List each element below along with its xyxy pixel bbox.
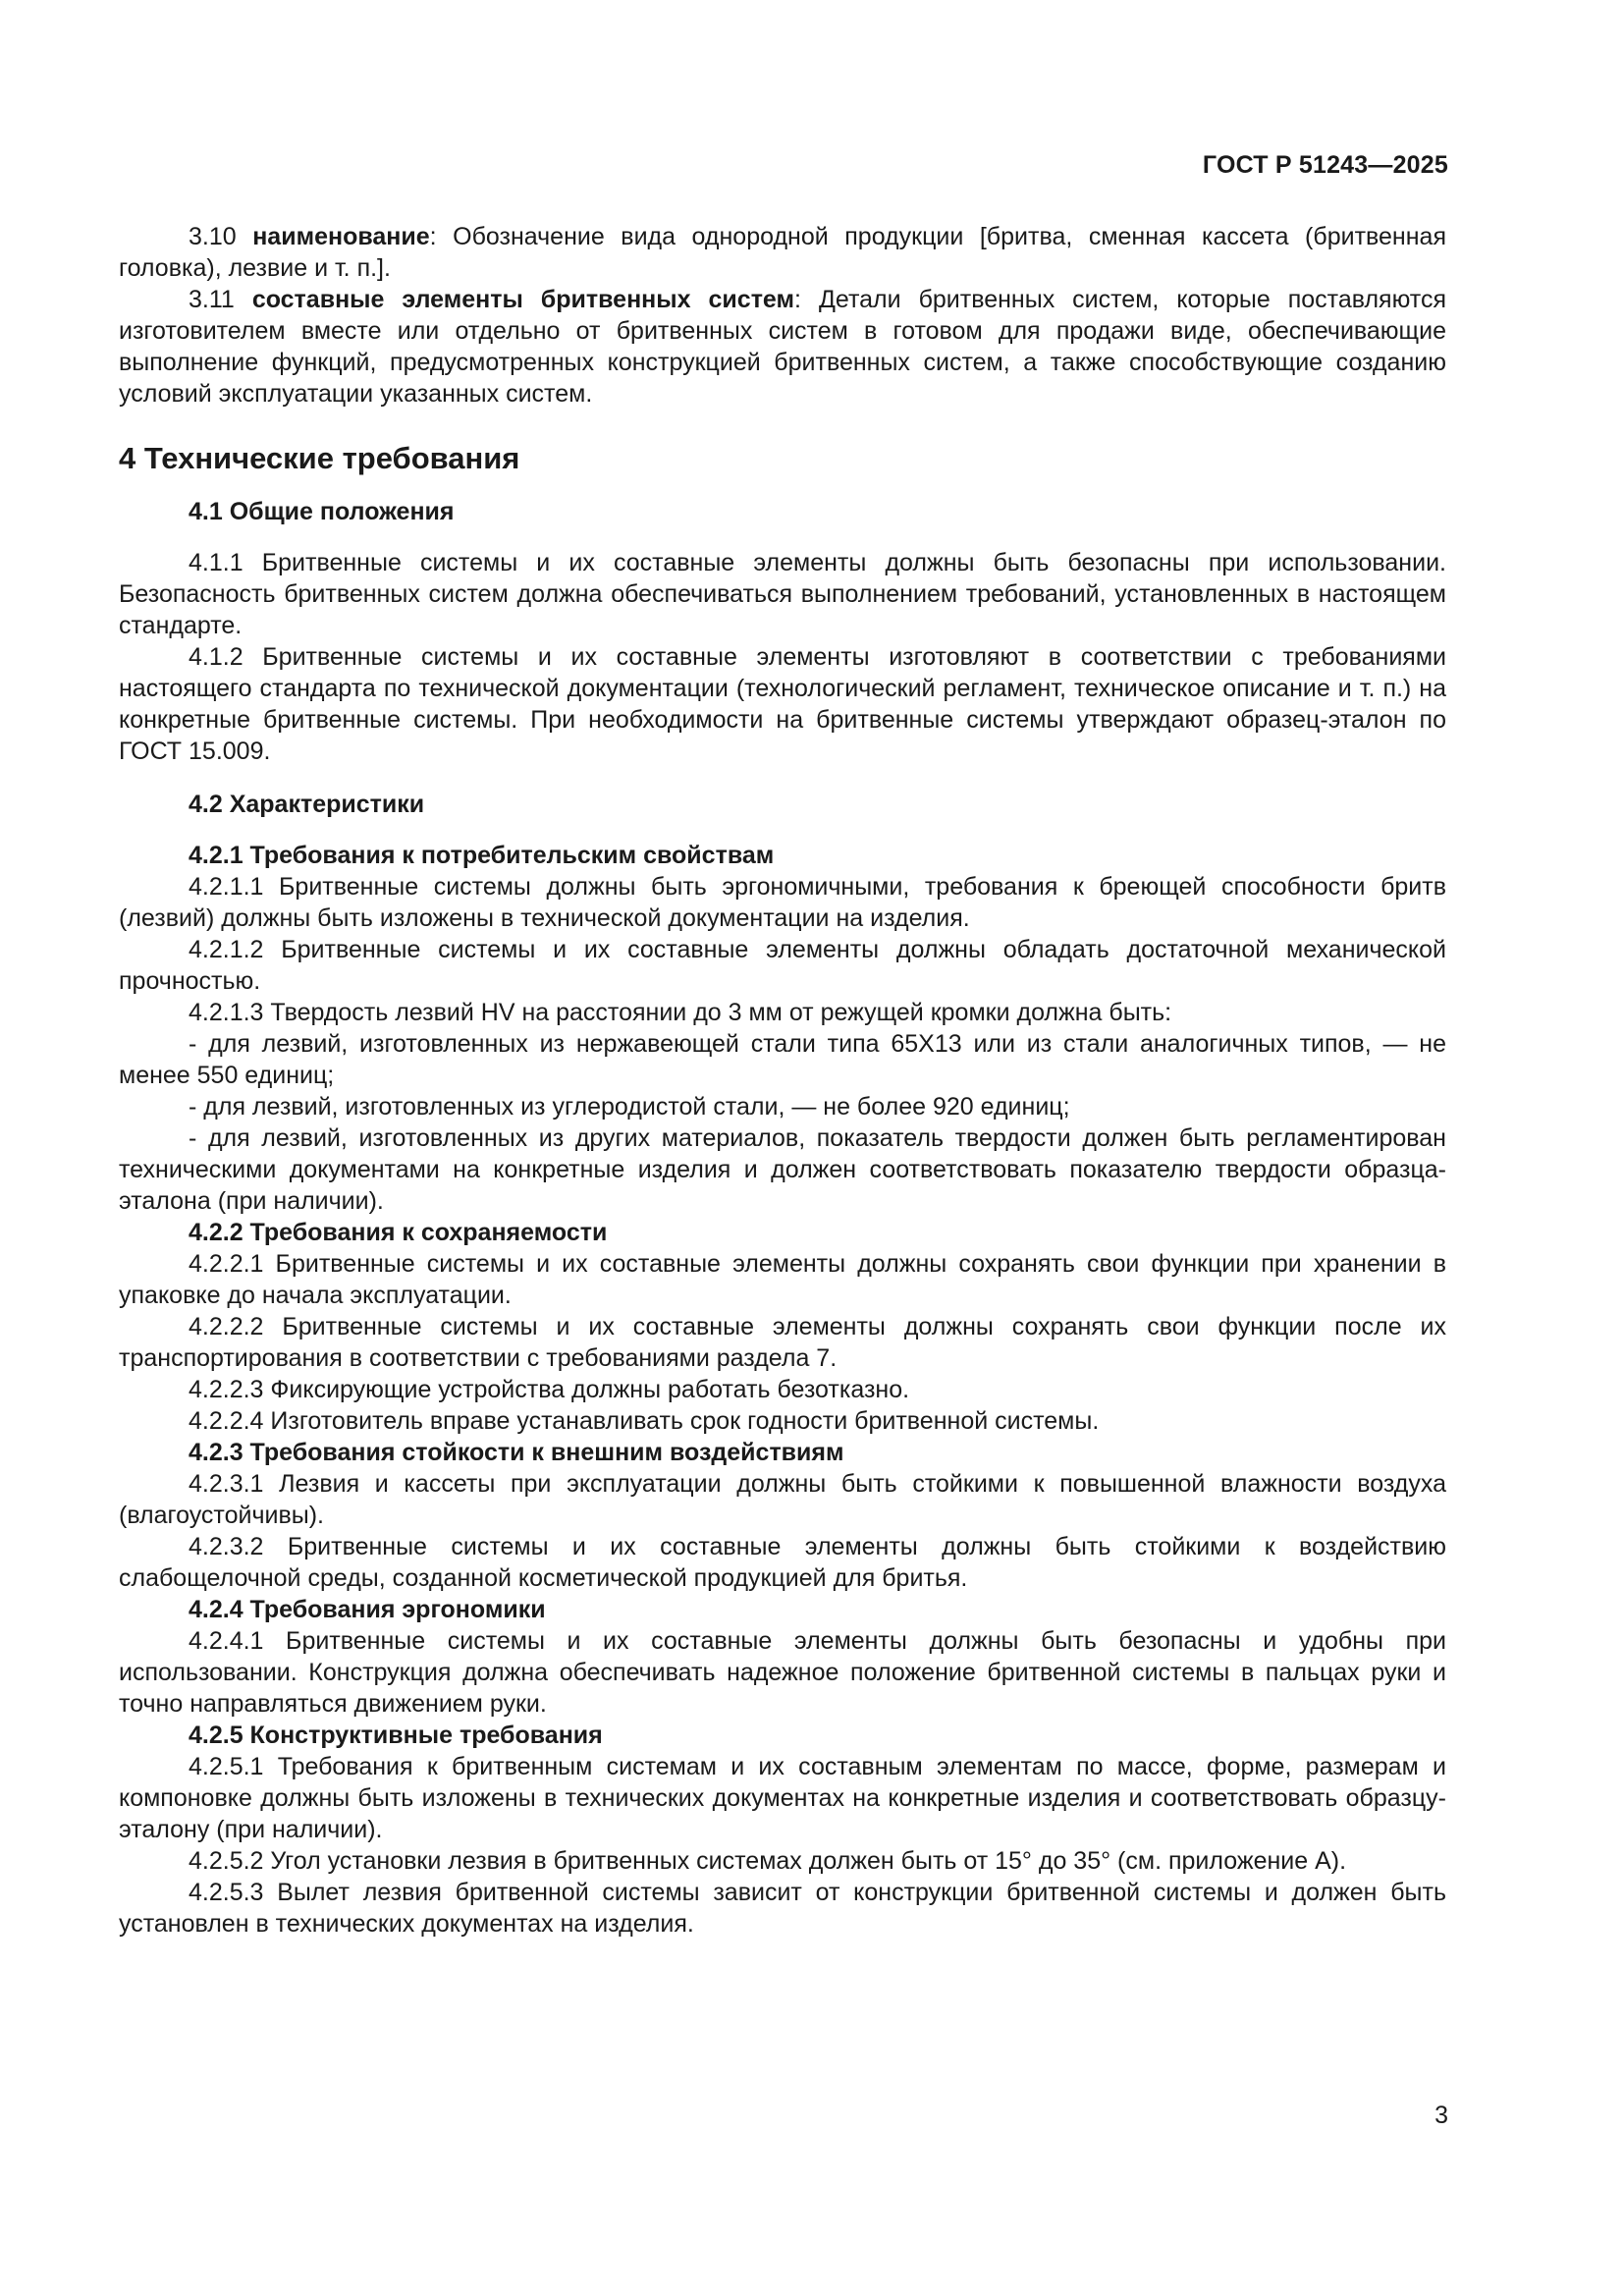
page-content (119, 221, 1446, 1940)
definition-number: 3.11 (189, 286, 235, 313)
paragraph-4-2-3-1: 4.2.3.1 Лезвия и кассеты при эксплуатации должны быть стойкими к повышенной влажности воздуха (влагоустойчивы). (119, 1470, 1446, 1529)
paragraph-4-2-2-4: 4.2.2.4 Изготовитель вправе устанавливать срок годности бритвенной системы. (189, 1407, 1100, 1435)
list-item: - для лезвий, изготовленных из нержавеющей стали типа 65Х13 или из стали аналогичных типов, — не менее 550 единиц; (119, 1030, 1446, 1089)
paragraph-4-2-5-2: 4.2.5.2 Угол установки лезвия в бритвенных системах должен быть от 15° до 35° (см. приложение А). (189, 1847, 1347, 1875)
document-code-header: ГОСТ Р 51243—2025 (1202, 151, 1448, 179)
section-4-2-4-heading: 4.2.4 Требования эргономики (189, 1596, 546, 1623)
paragraph-4-2-1-1: 4.2.1.1 Бритвенные системы должны быть эргономичными, требования к бреющей способности бритв (лезвий) должны быть изложены в технической документации на изделия. (119, 873, 1446, 932)
paragraph-4-2-2-1: 4.2.2.1 Бритвенные системы и их составные элементы должны сохранять свои функции при хранении в упаковке до начала эксплуатации. (119, 1250, 1446, 1309)
page-number: 3 (1434, 2102, 1448, 2129)
paragraph-4-1-2: 4.1.2 Бритвенные системы и их составные элементы изготовляют в соответствии с требованиями настоящего стандарта по технической документации (технологический регламент, техническое описание и т. п.) на конкретные бритвенные системы. При необходимости на бритвенные системы утверждают образец-эталон по ГОСТ 15.009. (119, 643, 1446, 765)
paragraph-4-2-1-2: 4.2.1.2 Бритвенные системы и их составные элементы должны обладать достаточной механической прочностью. (119, 936, 1446, 995)
paragraph-4-2-1-3: 4.2.1.3 Твердость лезвий HV на расстоянии до 3 мм от режущей кромки должна быть: (189, 999, 1172, 1026)
section-4-2-heading: 4.2 Характеристики (189, 791, 425, 818)
paragraph-4-2-4-1: 4.2.4.1 Бритвенные системы и их составные элементы должны быть безопасны и удобны при использовании. Конструкция должна обеспечивать надежное положение бритвенной системы в пальцах руки и точно направляться движением руки. (119, 1627, 1446, 1718)
paragraph-4-2-5-1: 4.2.5.1 Требования к бритвенным системам и их составным элементам по массе, форме, размерам и компоновке должны быть изложены в технических документах на конкретные изделия и соответствовать образцу-эталону (при наличии). (119, 1753, 1446, 1843)
paragraph-4-1-1: 4.1.1 Бритвенные системы и их составные элементы должны быть безопасны при использовании. Безопасность бритвенных систем должна обеспечиваться выполнением требований, установленных в настоящем стандарте. (119, 549, 1446, 639)
section-4-2-5-heading: 4.2.5 Конструктивные требования (189, 1722, 603, 1749)
list-item: - для лезвий, изготовленных из углеродистой стали, — не более 920 единиц; (189, 1093, 1070, 1121)
section-4-heading: 4 Технические требования (119, 441, 520, 475)
section-4-2-1-heading: 4.2.1 Требования к потребительским свойствам (189, 842, 775, 869)
definition-term: наименование (252, 223, 430, 250)
definition-text: : Детали бритвенных систем, которые поставляются изготовителем вместе или отдельно от бритвенных систем в готовом для продажи виде, обеспечивающие выполнение функций, предусмотренных конструкцией бритвенных систем, а также способствующие созданию условий эксплуатации указанных систем. (119, 286, 1447, 408)
definition-text: : Обозначение вида однородной продукции [бритва, сменная кассета (бритвенная головка), лезвие и т. п.]. (119, 223, 1446, 282)
list-item: - для лезвий, изготовленных из других материалов, показатель твердости должен быть регламентирован техническими документами на конкретные изделия и должен соответствовать показателю твердости образца-эталона (при наличии). (119, 1124, 1446, 1215)
definition-term: составные элементы бритвенных систем (251, 286, 795, 313)
section-4-2-3-heading: 4.2.3 Требования стойкости к внешним воздействиям (189, 1439, 844, 1466)
definition-3-10 (119, 221, 1446, 284)
paragraph-4-2-2-2: 4.2.2.2 Бритвенные системы и их составные элементы должны сохранять свои функции после их транспортирования в соответствии с требованиями раздела 7. (119, 1313, 1446, 1372)
definition-3-11 (119, 284, 1446, 410)
paragraph-4-2-3-2: 4.2.3.2 Бритвенные системы и их составные элементы должны быть стойкими к воздействию слабощелочной среды, созданной косметической продукцией для бритья. (119, 1533, 1446, 1592)
definition-number: 3.10 (189, 223, 237, 250)
paragraph-4-2-5-3: 4.2.5.3 Вылет лезвия бритвенной системы зависит от конструкции бритвенной системы и должен быть установлен в технических документах на изделия. (119, 1879, 1446, 1938)
paragraph-4-2-2-3: 4.2.2.3 Фиксирующие устройства должны работать безотказно. (189, 1376, 910, 1403)
section-4-2-2-heading: 4.2.2 Требования к сохраняемости (189, 1219, 608, 1246)
section-4-1-heading: 4.1 Общие положения (189, 498, 455, 525)
